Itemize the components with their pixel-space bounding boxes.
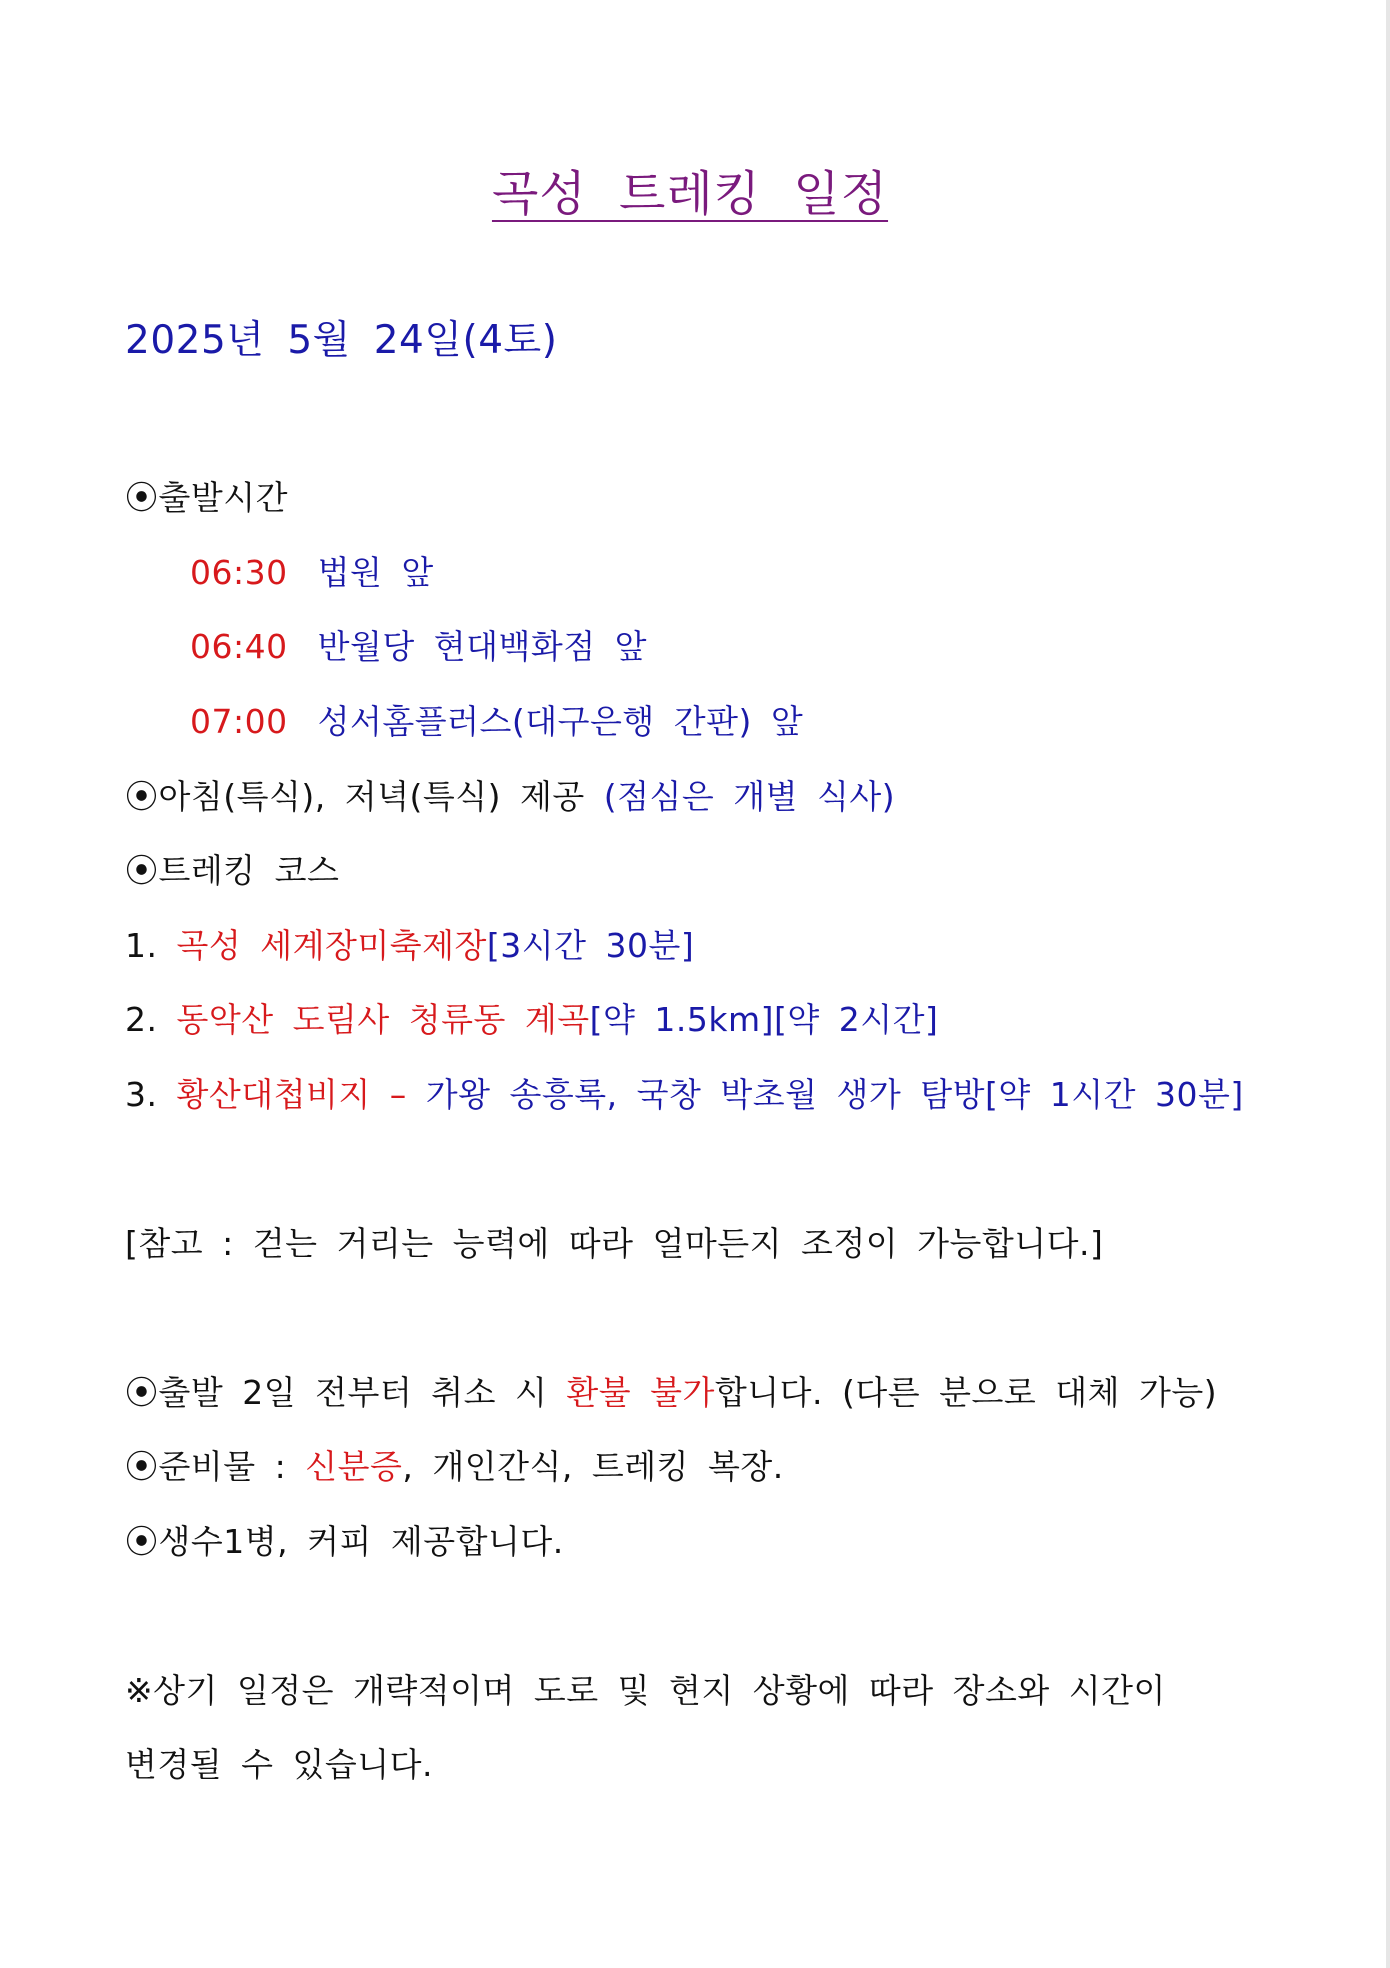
page-title	[0, 165, 1380, 223]
course-number: 3.	[125, 1075, 177, 1114]
course-place: 황산대첩비지 –	[176, 1075, 426, 1114]
departure-place: 법원 앞	[317, 553, 434, 592]
course-detail: [3시간 30분]	[486, 926, 695, 965]
notice-line-2: 변경될 수 있습니다.	[125, 1745, 433, 1784]
course-number: 1.	[125, 926, 177, 965]
prep-items	[125, 1447, 784, 1487]
reference-note: [참고 : 걷는 거리는 능력에 따라 얼마든지 조정이 가능합니다.]	[125, 1224, 1104, 1263]
departure-place: 반월당 현대백화점 앞	[317, 627, 647, 666]
notice-line-1: ※상기 일정은 개략적이며 도로 및 현지 상황에 따라 장소와 시간이	[125, 1671, 1166, 1710]
prep-text-end: , 개인간식, 트레킹 복장.	[402, 1447, 784, 1486]
course-detail: [약 1.5km][약 2시간]	[589, 1000, 939, 1039]
water-coffee-note: ⦿생수1병, 커피 제공합니다.	[125, 1522, 564, 1561]
prep-text: ⦿준비물 :	[125, 1447, 306, 1486]
course-heading: ⦿트레킹 코스	[125, 851, 340, 890]
cancel-text: ⦿출발 2일 전부터 취소 시	[125, 1373, 567, 1412]
departure-place: 성서홈플러스(대구은행 간판) 앞	[317, 702, 804, 741]
course-number: 2.	[125, 1000, 177, 1039]
course-item	[125, 1000, 938, 1040]
page-edge-rule	[1386, 0, 1390, 1968]
course-place: 곡성 세계장미축제장	[176, 926, 487, 965]
course-item	[125, 926, 694, 966]
cancel-policy	[125, 1373, 1217, 1413]
departure-item	[190, 627, 647, 667]
meals-text: ⦿아침(특식), 저녁(특식) 제공	[125, 777, 604, 816]
trip-date: 2025년 5월 24일(4토)	[125, 318, 558, 363]
cancel-highlight: 환불 불가	[566, 1373, 715, 1412]
course-item	[125, 1075, 1244, 1115]
departure-time: 06:30	[190, 553, 288, 592]
prep-highlight: 신분증	[305, 1447, 403, 1486]
departure-heading: ⦿출발시간	[125, 478, 289, 517]
departure-time: 06:40	[190, 627, 288, 666]
meals-note: (점심은 개별 식사)	[603, 777, 896, 816]
course-detail: 가왕 송흥록, 국창 박초월 생가 탐방[약 1시간 30분]	[425, 1075, 1244, 1114]
departure-item	[190, 702, 803, 742]
meals-line	[125, 777, 895, 817]
course-place: 동악산 도림사 청류동 계곡	[176, 1000, 590, 1039]
departure-item	[190, 553, 434, 593]
departure-time: 07:00	[190, 702, 288, 741]
cancel-text-end: 합니다. (다른 분으로 대체 가능)	[714, 1373, 1218, 1412]
page-title-text: 곡성 트레킹 일정	[491, 166, 889, 222]
